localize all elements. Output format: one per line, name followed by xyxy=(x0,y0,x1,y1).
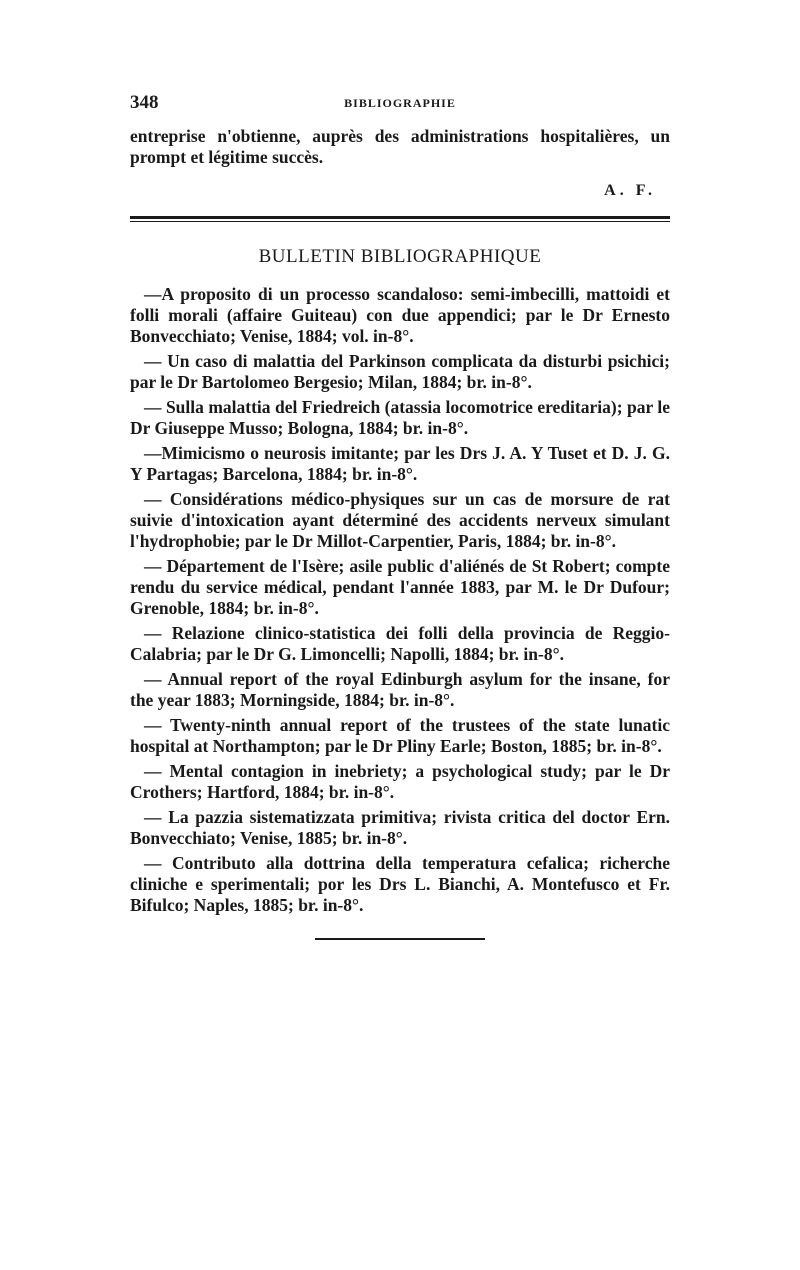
author-signature: A. F. xyxy=(604,182,656,199)
bibliography-entry: — Contributo alla dottrina della temperatura cefalica; richerche cliniche e sperimentali; por les Drs L. Bianchi, A. Montefusco et Fr. Bifulco; Naples, 1885; br. in-8°. xyxy=(130,853,670,915)
bibliography-entry: —Mimicismo o neurosis imitante; par les Drs J. A. Y Tuset et D. J. G. Y Partagas; Barcelona, 1884; br. in-8°. xyxy=(130,443,670,484)
carryover-paragraph: entreprise n'obtienne, auprès des administrations hospitalières, un prompt et légitime succès. xyxy=(130,126,670,167)
page xyxy=(130,92,670,940)
bibliography-entry: — Relazione clinico-statistica dei folli della provincia de Reggio-Calabria; par le Dr G. Limoncelli; Napolli, 1884; br. in-8°. xyxy=(130,623,670,664)
bibliography-entry: — Département de l'Isère; asile public d'aliénés de St Robert; compte rendu du service médical, pendant l'année 1883, par M. le Dr Dufour; Grenoble, 1884; br. in-8°. xyxy=(130,556,670,618)
bibliography-entry: — Un caso di malattia del Parkinson complicata da disturbi psichici; par le Dr Bartolomeo Bergesio; Milan, 1884; br. in-8°. xyxy=(130,351,670,392)
bibliography-entry: — La pazzia sistematizzata primitiva; rivista critica del doctor Ern. Bonvecchiato; Venise, 1885; br. in-8°. xyxy=(130,807,670,848)
page-header xyxy=(130,92,670,118)
bibliography-entry: — Twenty-ninth annual report of the trustees of the state lunatic hospital at Northampton; par le Dr Pliny Earle; Boston, 1885; br. in-8°. xyxy=(130,715,670,756)
end-rule xyxy=(315,938,485,940)
bibliography-entry: —A proposito di un processo scandaloso: semi-imbecilli, mattoidi et folli morali (affaire Guiteau) con due appendici; par le Dr Ernesto Bonvecchiato; Venise, 1884; vol. in-8°. xyxy=(130,284,670,346)
page-number: 348 xyxy=(130,92,159,113)
bibliography-entry: — Considérations médico-physiques sur un cas de morsure de rat suivie d'intoxication ayant déterminé des accidents nerveux simulant l'hydrophobie; par le Dr Millot-Carpentier, Paris, 1884; br. in-8°. xyxy=(130,489,670,551)
bibliography-entry: — Sulla malattia del Friedreich (atassia locomotrice ereditaria); par le Dr Giuseppe Musso; Bologna, 1884; br. in-8°. xyxy=(130,397,670,438)
running-head: BIBLIOGRAPHIE xyxy=(344,96,456,110)
divider-thick-line xyxy=(130,216,670,219)
section-divider xyxy=(130,216,670,222)
section-title: BULLETIN BIBLIOGRAPHIQUE xyxy=(258,246,542,267)
bibliography-entry: — Mental contagion in inebriety; a psychological study; par le Dr Crothers; Hartford, 1884; br. in-8°. xyxy=(130,761,670,802)
divider-thin-line xyxy=(130,221,670,222)
bibliography-list xyxy=(130,284,670,916)
bibliography-entry: — Annual report of the royal Edinburgh asylum for the insane, for the year 1883; Morningside, 1884; br. in-8°. xyxy=(130,669,670,710)
